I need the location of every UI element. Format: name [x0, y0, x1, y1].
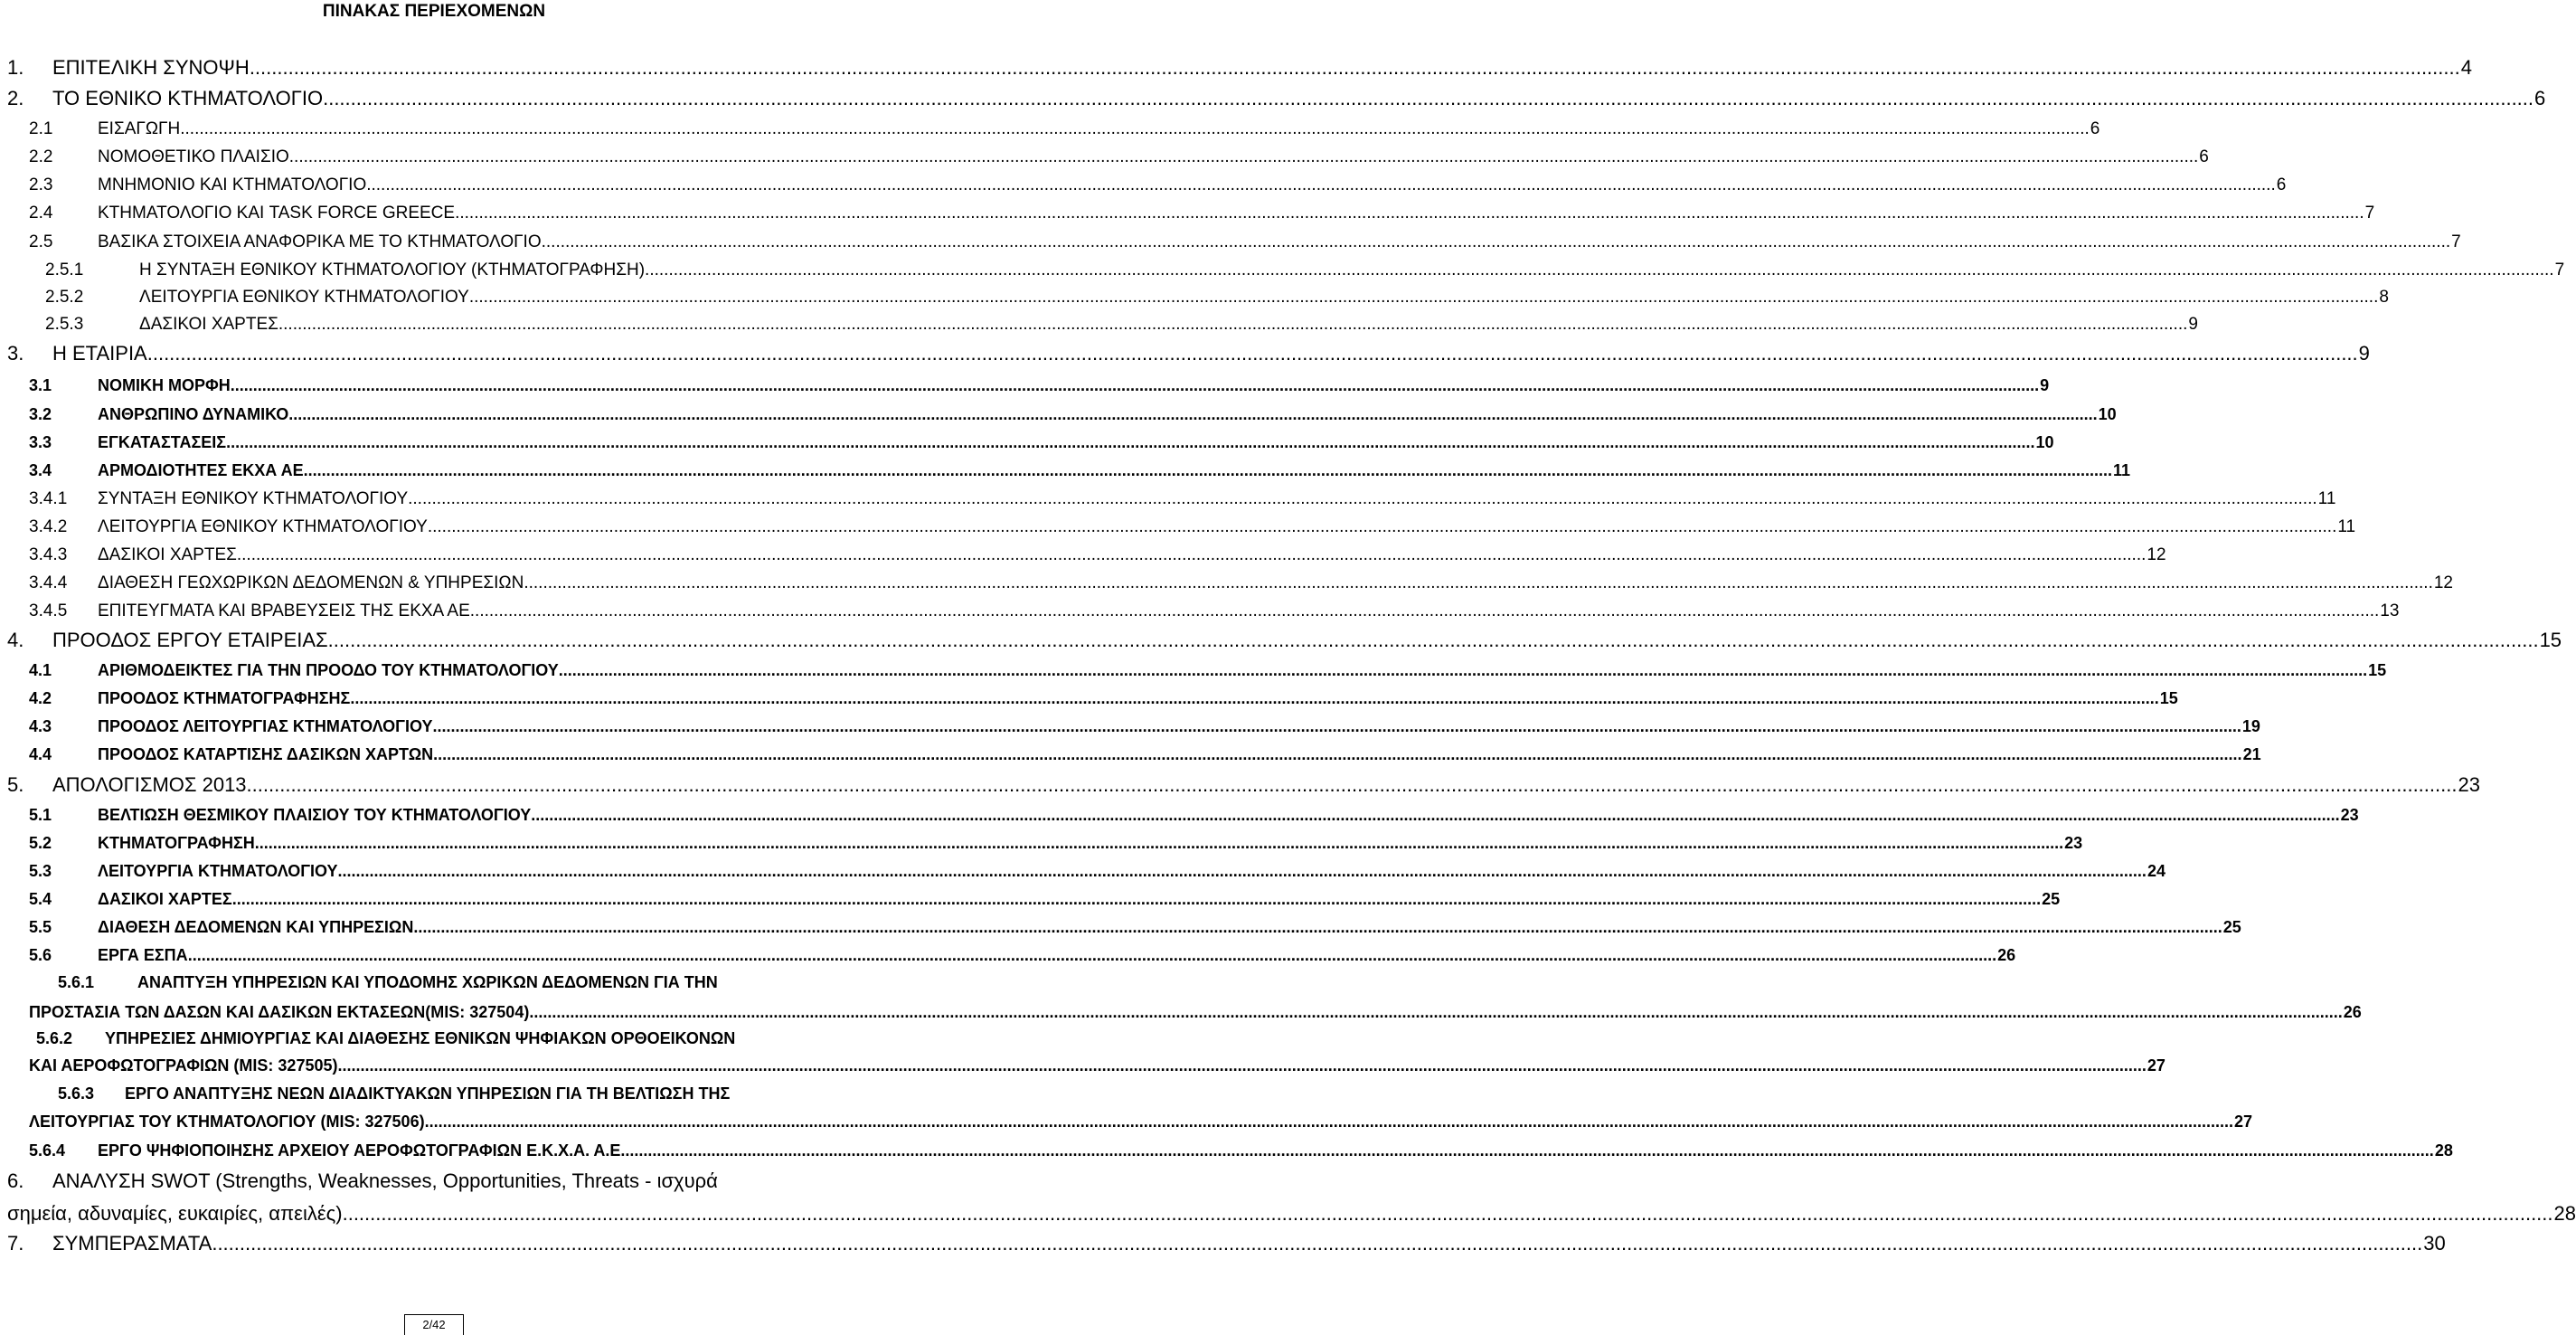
toc-entry-number: 3.2 — [29, 405, 52, 423]
dot-leader: ................................................................................................................................................................................................................................................................................................................................................................................................................ — [408, 489, 2317, 508]
toc-entry-number: 5.6.2 — [36, 1029, 73, 1047]
dot-leader: ................................................................................................................................................................................................................................................................................................................................................................................................................ — [433, 745, 2242, 763]
toc-entry-line[interactable] — [98, 376, 2050, 395]
toc-entry-line[interactable] — [98, 405, 2117, 424]
toc-entry-line[interactable] — [29, 1112, 2252, 1131]
toc-entry-number: 3.3 — [29, 433, 52, 451]
toc-entry-text: ΑΡΙΘΜΟΔΕΙΚΤΕΣ ΓΙΑ ΤΗΝ ΠΡΟΟΔΟ ΤΟΥ ΚΤΗΜΑΤΟΛΟΓΙΟΥ — [98, 661, 559, 679]
toc-entry-text: ΛΕΙΤΟΥΡΓΙΑ ΚΤΗΜΑΤΟΛΟΓΙΟΥ — [98, 862, 338, 880]
toc-entry-number: 2.2 — [29, 147, 53, 166]
toc-entry-text: ΕΡΓΟ ΑΝΑΠΤΥΞΗΣ ΝΕΩΝ ΔΙΑΔΙΚΤΥΑΚΩΝ ΥΠΗΡΕΣΙΩΝ ΓΙΑ ΤΗ ΒΕΛΤΙΩΣΗ ΤΗΣ — [125, 1084, 731, 1103]
dot-leader: ................................................................................................................................................................................................................................................................................................................................................................................................................ — [366, 175, 2276, 194]
toc-entry-text: ΑΠΟΛΟΓΙΣΜΟΣ 2013 — [52, 773, 247, 796]
toc-entry-number: 3.4.1 — [29, 489, 68, 508]
toc-title: ΠΙΝΑΚΑΣ ΠΕΡΙΕΧΟΜΕΝΩΝ — [322, 2, 546, 21]
toc-page-number: 7 — [2451, 232, 2461, 251]
toc-entry-number: 3.4.3 — [29, 545, 68, 564]
toc-entry-text: ΒΕΛΤΙΩΣΗ ΘΕΣΜΙΚΟΥ ΠΛΑΙΣΙΟΥ ΤΟΥ ΚΤΗΜΑΤΟΛΟΓΙΟΥ — [98, 806, 532, 824]
toc-entry-number: 4.3 — [29, 717, 52, 735]
toc-entry-text: ΕΡΓΑ ΕΣΠΑ — [98, 946, 188, 964]
toc-entry-line[interactable] — [98, 717, 2260, 736]
toc-entry-line[interactable] — [98, 147, 2209, 167]
toc-entry-text: ΣΥΝΤΑΞΗ ΕΘΝΙΚΟΥ ΚΤΗΜΑΤΟΛΟΓΙΟΥ — [98, 489, 409, 508]
toc-page-number: 21 — [2242, 745, 2261, 763]
dot-leader: ................................................................................................................................................................................................................................................................................................................................................................................................................ — [427, 517, 2337, 536]
toc-entry-text: Η ΕΤΑΙΡΙΑ — [52, 342, 147, 365]
toc-entry-number: 4.4 — [29, 745, 52, 763]
toc-entry-text: ΛΕΙΤΟΥΡΓΙΑ ΕΘΝΙΚΟΥ ΚΤΗΜΑΤΟΛΟΓΙΟΥ — [139, 288, 469, 307]
toc-entry-text: ΑΝΘΡΩΠΙΝΟ ΔΥΝΑΜΙΚΟ — [98, 405, 289, 423]
toc-entry-text: ΕΙΣΑΓΩΓΗ — [98, 119, 181, 138]
toc-page-number: 12 — [2147, 545, 2166, 564]
toc-page-number: 9 — [2040, 376, 2050, 394]
toc-entry-text: ΛΕΙΤΟΥΡΓΙΑ ΕΘΝΙΚΟΥ ΚΤΗΜΑΤΟΛΟΓΙΟΥ — [98, 517, 428, 536]
toc-entry-line[interactable] — [98, 489, 2336, 509]
toc-page-number: 15 — [2368, 661, 2387, 679]
toc-entry-line[interactable] — [29, 1003, 2362, 1022]
page-indicator: 2/42 — [404, 1314, 464, 1335]
toc-entry-line[interactable] — [52, 629, 2562, 652]
toc-entry-number: 3.4.4 — [29, 573, 68, 592]
toc-page-number: 25 — [2042, 890, 2061, 908]
toc-entry-line[interactable] — [98, 689, 2178, 708]
dot-leader: ................................................................................................................................................................................................................................................................................................................................................................................................................ — [288, 405, 2098, 423]
dot-leader: ................................................................................................................................................................................................................................................................................................................................................................................................................ — [541, 232, 2451, 251]
dot-leader: ................................................................................................................................................................................................................................................................................................................................................................................................................ — [558, 661, 2368, 679]
toc-page-number: 11 — [2113, 461, 2131, 479]
toc-entry-text: ΠΡΟΟΔΟΣ ΛΕΙΤΟΥΡΓΙΑΣ ΚΤΗΜΑΤΟΛΟΓΙΟΥ — [98, 717, 433, 735]
toc-entry-text: ΠΡΟΟΔΟΣ ΕΡΓΟΥ ΕΤΑΙΡΕΙΑΣ — [52, 629, 328, 651]
toc-entry-number: 4. — [7, 629, 24, 651]
toc-page-number: 11 — [2337, 517, 2356, 536]
dot-leader: ................................................................................................................................................................................................................................................................................................................................................................................................................ — [524, 573, 2433, 592]
toc-entry-line[interactable] — [98, 119, 2100, 139]
toc-entry-number: 1. — [7, 56, 24, 79]
toc-entry-number: 2.5.2 — [45, 288, 84, 307]
dot-leader: ................................................................................................................................................................................................................................................................................................................................................................................................................ — [327, 629, 2539, 651]
toc-page-number: 6 — [2276, 175, 2287, 194]
dot-leader: ................................................................................................................................................................................................................................................................................................................................................................................................................ — [323, 87, 2534, 109]
toc-entry-line[interactable] — [98, 918, 2241, 937]
toc-page-number: 11 — [2317, 489, 2336, 508]
toc-page-number: 8 — [2379, 288, 2389, 307]
dot-leader: ................................................................................................................................................................................................................................................................................................................................................................................................................ — [146, 342, 2358, 365]
toc-entry-text: ΠΡΟΟΔΟΣ ΚΤΗΜΑΤΟΓΡΑΦΗΣΗΣ — [98, 689, 351, 707]
toc-entry-line[interactable] — [98, 175, 2287, 195]
toc-entry-number: 5.4 — [29, 890, 52, 908]
toc-entry-number: 5.6.1 — [58, 973, 95, 991]
toc-entry-line[interactable] — [98, 834, 2083, 853]
toc-entry-text: ΕΠΙΤΕΥΓΜΑΤΑ ΚΑΙ ΒΡΑΒΕΥΣΕΙΣ ΤΗΣ ΕΚΧΑ ΑΕ — [98, 601, 470, 620]
dot-leader: ................................................................................................................................................................................................................................................................................................................................................................................................................ — [236, 545, 2147, 564]
toc-entry-text: ΔΑΣΙΚΟΙ ΧΑΡΤΕΣ — [139, 315, 278, 334]
toc-entry-text: ΔΙΑΘΕΣΗ ΓΕΩΧΩΡΙΚΩΝ ΔΕΔΟΜΕΝΩΝ & ΥΠΗΡΕΣΙΩΝ — [98, 573, 524, 592]
dot-leader: ................................................................................................................................................................................................................................................................................................................................................................................................................ — [424, 1112, 2233, 1131]
toc-entry-text: ΣΥΜΠΕΡΑΣΜΑΤΑ — [52, 1232, 212, 1255]
toc-entry-line[interactable] — [98, 862, 2166, 881]
toc-page-number: 27 — [2147, 1056, 2166, 1075]
toc-entry-line[interactable] — [98, 433, 2054, 452]
toc-entry-text: ΝΟΜΟΘΕΤΙΚΟ ΠΛΑΙΣΙΟ — [98, 147, 289, 166]
dot-leader: ................................................................................................................................................................................................................................................................................................................................................................................................................ — [246, 773, 2458, 796]
dot-leader: ................................................................................................................................................................................................................................................................................................................................................................................................................ — [350, 689, 2159, 707]
toc-entry-text: ΕΡΓΟ ΨΗΦΙΟΠΟΙΗΣΗΣ ΑΡΧΕΙΟΥ ΑΕΡΟΦΩΤΟΓΡΑΦΙΩΝ Ε.Κ.Χ.Α. Α.Ε. — [98, 1141, 626, 1160]
toc-entry-text: ΠΡΟΣΤΑΣΙΑ ΤΩΝ ΔΑΣΩΝ ΚΑΙ ΔΑΣΙΚΩΝ ΕΚΤΑΣΕΩΝ(MIS: 327504). — [29, 1003, 534, 1021]
toc-entry-number: 3.1 — [29, 376, 52, 394]
toc-entry-text: ΑΡΜΟΔΙΟΤΗΤΕΣ ΕΚΧΑ ΑΕ — [98, 461, 304, 479]
toc-entry-line[interactable] — [98, 517, 2356, 537]
toc-entry-line[interactable] — [52, 342, 2370, 365]
dot-leader: ................................................................................................................................................................................................................................................................................................................................................................................................................ — [231, 890, 2042, 908]
toc-entry-number: 5.6.4 — [29, 1141, 66, 1160]
toc-page-number: 6 — [2534, 87, 2546, 109]
toc-entry-line[interactable] — [98, 232, 2461, 252]
toc-entry-text: ΔΑΣΙΚΟΙ ΧΑΡΤΕΣ — [98, 890, 232, 908]
toc-page-number: 27 — [2233, 1112, 2252, 1131]
toc-entry-line[interactable] — [29, 1056, 2166, 1075]
toc-entry-text: σημεία, αδυναμίες, ευκαιρίες, απειλές) — [7, 1202, 343, 1225]
toc-entry-number: 3.4.5 — [29, 601, 68, 620]
toc-entry-number: 5.2 — [29, 834, 52, 852]
toc-entry-number: 6. — [7, 1169, 24, 1192]
toc-entry-text: ΕΠΙΤΕΛΙΚΗ ΣΥΝΟΨΗ — [52, 56, 250, 79]
toc-entry-line[interactable] — [98, 745, 2261, 764]
toc-page-number: 7 — [2554, 260, 2565, 279]
toc-page-number: 25 — [2222, 918, 2241, 936]
dot-leader: ................................................................................................................................................................................................................................................................................................................................................................................................................ — [230, 376, 2040, 394]
toc-entry-text: ΜΝΗΜΟΝΙΟ ΚΑΙ ΚΤΗΜΑΤΟΛΟΓΙΟ — [98, 175, 367, 194]
toc-entry-line[interactable] — [98, 461, 2131, 480]
toc-entry-text: ΚΤΗΜΑΤΟΛΟΓΙΟ ΚΑΙ TASK FORCE GREECE — [98, 204, 456, 222]
dot-leader: ................................................................................................................................................................................................................................................................................................................................................................................................................ — [187, 946, 1997, 964]
toc-page-number: 10 — [2098, 405, 2117, 423]
toc-entry-number: 2.4 — [29, 204, 53, 222]
toc-entry-text: ΑΝΑΛΥΣΗ SWOT (Strengths, Weaknesses, Opportunities, Threats - ισχυρά — [52, 1169, 718, 1192]
toc-entry-number: 3. — [7, 342, 24, 365]
dot-leader: ................................................................................................................................................................................................................................................................................................................................................................................................................ — [337, 862, 2147, 880]
toc-entry-text: ΠΡΟΟΔΟΣ ΚΑΤΑΡΤΙΣΗΣ ΔΑΣΙΚΩΝ ΧΑΡΤΩΝ — [98, 745, 434, 763]
toc-page-number: 4 — [2460, 56, 2472, 79]
dot-leader: ................................................................................................................................................................................................................................................................................................................................................................................................................ — [278, 315, 2188, 334]
toc-entry-text: ΔΙΑΘΕΣΗ ΔΕΔΟΜΕΝΩΝ ΚΑΙ ΥΠΗΡΕΣΙΩΝ — [98, 918, 414, 936]
toc-page-number: 6 — [2090, 119, 2100, 138]
toc-entry-line[interactable] — [52, 56, 2472, 80]
toc-entry-number: 4.1 — [29, 661, 52, 679]
toc-entry-line[interactable] — [52, 1232, 2446, 1255]
toc-entry-line[interactable] — [98, 545, 2166, 565]
dot-leader: ................................................................................................................................................................................................................................................................................................................................................................................................................ — [625, 1141, 2434, 1160]
toc-entry-number: 3.4 — [29, 461, 52, 479]
toc-entry-line[interactable] — [98, 1141, 2453, 1160]
toc-entry-text: ΒΑΣΙΚΑ ΣΤΟΙΧΕΙΑ ΑΝΑΦΟΡΙΚΑ ΜΕ ΤΟ ΚΤΗΜΑΤΟΛΟΓΙΟ — [98, 232, 542, 251]
toc-entry-number: 5.6 — [29, 946, 52, 964]
toc-page-number: 26 — [1997, 946, 2016, 964]
dot-leader: ................................................................................................................................................................................................................................................................................................................................................................................................................ — [469, 601, 2380, 620]
toc-entry-number: 2.3 — [29, 175, 53, 194]
toc-entry-line[interactable] — [98, 601, 2400, 621]
toc-entry-text: ΤΟ ΕΘΝΙΚΟ ΚΤΗΜΑΤΟΛΟΓΙΟ — [52, 87, 324, 109]
toc-page-number: 19 — [2241, 717, 2260, 735]
toc-entry-line[interactable] — [139, 260, 2565, 280]
dot-leader: ................................................................................................................................................................................................................................................................................................................................................................................................................ — [212, 1232, 2423, 1255]
toc-entry-text: ΛΕΙΤΟΥΡΓΙΑΣ ΤΟΥ ΚΤΗΜΑΤΟΛΟΓΙΟΥ (MIS: 327506) — [29, 1112, 425, 1131]
dot-leader: ................................................................................................................................................................................................................................................................................................................................................................................................................ — [249, 56, 2460, 79]
toc-entry-number: 5. — [7, 773, 24, 796]
toc-entry-text: Η ΣΥΝΤΑΞΗ ΕΘΝΙΚΟΥ ΚΤΗΜΑΤΟΛΟΓΙΟΥ (ΚΤΗΜΑΤΟΓΡΑΦΗΣΗ) — [139, 260, 646, 279]
toc-entry-number: 7. — [7, 1232, 24, 1255]
toc-entry-line[interactable] — [98, 204, 2375, 223]
toc-entry-text: ΚΤΗΜΑΤΟΓΡΑΦΗΣΗ — [98, 834, 255, 852]
toc-entry-text: ΝΟΜΙΚΗ ΜΟΡΦΗ — [98, 376, 231, 394]
toc-entry-number: 2.5 — [29, 232, 53, 251]
toc-entry-text: ΥΠΗΡΕΣΙΕΣ ΔΗΜΙΟΥΡΓΙΑΣ ΚΑΙ ΔΙΑΘΕΣΗΣ ΕΘΝΙΚΩΝ ΨΗΦΙΑΚΩΝ ΟΡΘΟΕΙΚΟΝΩΝ — [105, 1029, 736, 1047]
toc-page-number: 7 — [2364, 204, 2375, 222]
toc-page-number: 6 — [2199, 147, 2209, 166]
dot-leader: ................................................................................................................................................................................................................................................................................................................................................................................................................ — [468, 288, 2379, 307]
toc-entry-line[interactable] — [52, 87, 2546, 110]
toc-entry-text: ΑΝΑΠΤΥΞΗ ΥΠΗΡΕΣΙΩΝ ΚΑΙ ΥΠΟΔΟΜΗΣ ΧΩΡΙΚΩΝ ΔΕΔΟΜΕΝΩΝ ΓΙΑ ΤΗΝ — [137, 973, 718, 991]
toc-entry-number: 2.5.1 — [45, 260, 84, 279]
toc-entry-number: 2.5.3 — [45, 315, 84, 334]
toc-entry-line[interactable] — [7, 1202, 2576, 1226]
dot-leader: ................................................................................................................................................................................................................................................................................................................................................................................................................ — [455, 204, 2364, 222]
dot-leader: ................................................................................................................................................................................................................................................................................................................................................................................................................ — [533, 1003, 2343, 1021]
toc-entry-number: 4.2 — [29, 689, 52, 707]
dot-leader: ................................................................................................................................................................................................................................................................................................................................................................................................................ — [180, 119, 2090, 138]
toc-entry-line[interactable] — [52, 773, 2480, 797]
toc-entry-line[interactable] — [98, 946, 2016, 965]
toc-page-number: 28 — [2434, 1141, 2453, 1160]
dot-leader: ................................................................................................................................................................................................................................................................................................................................................................................................................ — [288, 147, 2199, 166]
toc-entry-line[interactable] — [98, 661, 2387, 680]
dot-leader: ................................................................................................................................................................................................................................................................................................................................................................................................................ — [531, 806, 2340, 824]
dot-leader: ................................................................................................................................................................................................................................................................................................................................................................................................................ — [645, 260, 2554, 279]
toc-page-number: 23 — [2340, 806, 2359, 824]
toc-page-number: 26 — [2343, 1003, 2362, 1021]
toc-page-number: 10 — [2035, 433, 2054, 451]
toc-entry-line[interactable] — [98, 890, 2061, 909]
dot-leader: ................................................................................................................................................................................................................................................................................................................................................................................................................ — [254, 834, 2064, 852]
toc-entry-number: 3.4.2 — [29, 517, 68, 536]
toc-page-number: 24 — [2147, 862, 2166, 880]
dot-leader: ................................................................................................................................................................................................................................................................................................................................................................................................................ — [342, 1202, 2553, 1225]
dot-leader: ................................................................................................................................................................................................................................................................................................................................................................................................................ — [413, 918, 2222, 936]
toc-page-number: 12 — [2433, 573, 2453, 592]
toc-page-number: 28 — [2553, 1202, 2576, 1225]
toc-entry-number: 5.6.3 — [58, 1084, 95, 1103]
toc-page-number: 13 — [2380, 601, 2400, 620]
toc-entry-number: 2.1 — [29, 119, 53, 138]
toc-entry-text: ΕΓΚΑΤΑΣΤΑΣΕΙΣ — [98, 433, 227, 451]
toc-entry-number: 5.1 — [29, 806, 52, 824]
toc-entry-number: 5.5 — [29, 918, 52, 936]
toc-page-number: 15 — [2159, 689, 2178, 707]
toc-page-number: 9 — [2358, 342, 2370, 365]
toc-entry-line[interactable] — [98, 806, 2359, 825]
toc-page-number: 23 — [2458, 773, 2480, 796]
toc-entry-line[interactable] — [139, 288, 2389, 308]
dot-leader: ................................................................................................................................................................................................................................................................................................................................................................................................................ — [303, 461, 2112, 479]
toc-entry-line[interactable] — [98, 573, 2453, 593]
toc-entry-text: ΔΑΣΙΚΟΙ ΧΑΡΤΕΣ — [98, 545, 237, 564]
toc-entry-line[interactable] — [139, 315, 2198, 335]
toc-page-number: 30 — [2423, 1232, 2446, 1255]
dot-leader: ................................................................................................................................................................................................................................................................................................................................................................................................................ — [337, 1056, 2147, 1075]
toc-page-number: 9 — [2188, 315, 2198, 334]
toc-entry-text: ΚΑΙ ΑΕΡΟΦΩΤΟΓΡΑΦΙΩΝ (MIS: 327505) — [29, 1056, 338, 1075]
dot-leader: ................................................................................................................................................................................................................................................................................................................................................................................................................ — [226, 433, 2035, 451]
toc-entry-number: 5.3 — [29, 862, 52, 880]
toc-page-number: 23 — [2064, 834, 2083, 852]
toc-entry-number: 2. — [7, 87, 24, 109]
toc-page-number: 15 — [2539, 629, 2562, 651]
dot-leader: ................................................................................................................................................................................................................................................................................................................................................................................................................ — [432, 717, 2241, 735]
